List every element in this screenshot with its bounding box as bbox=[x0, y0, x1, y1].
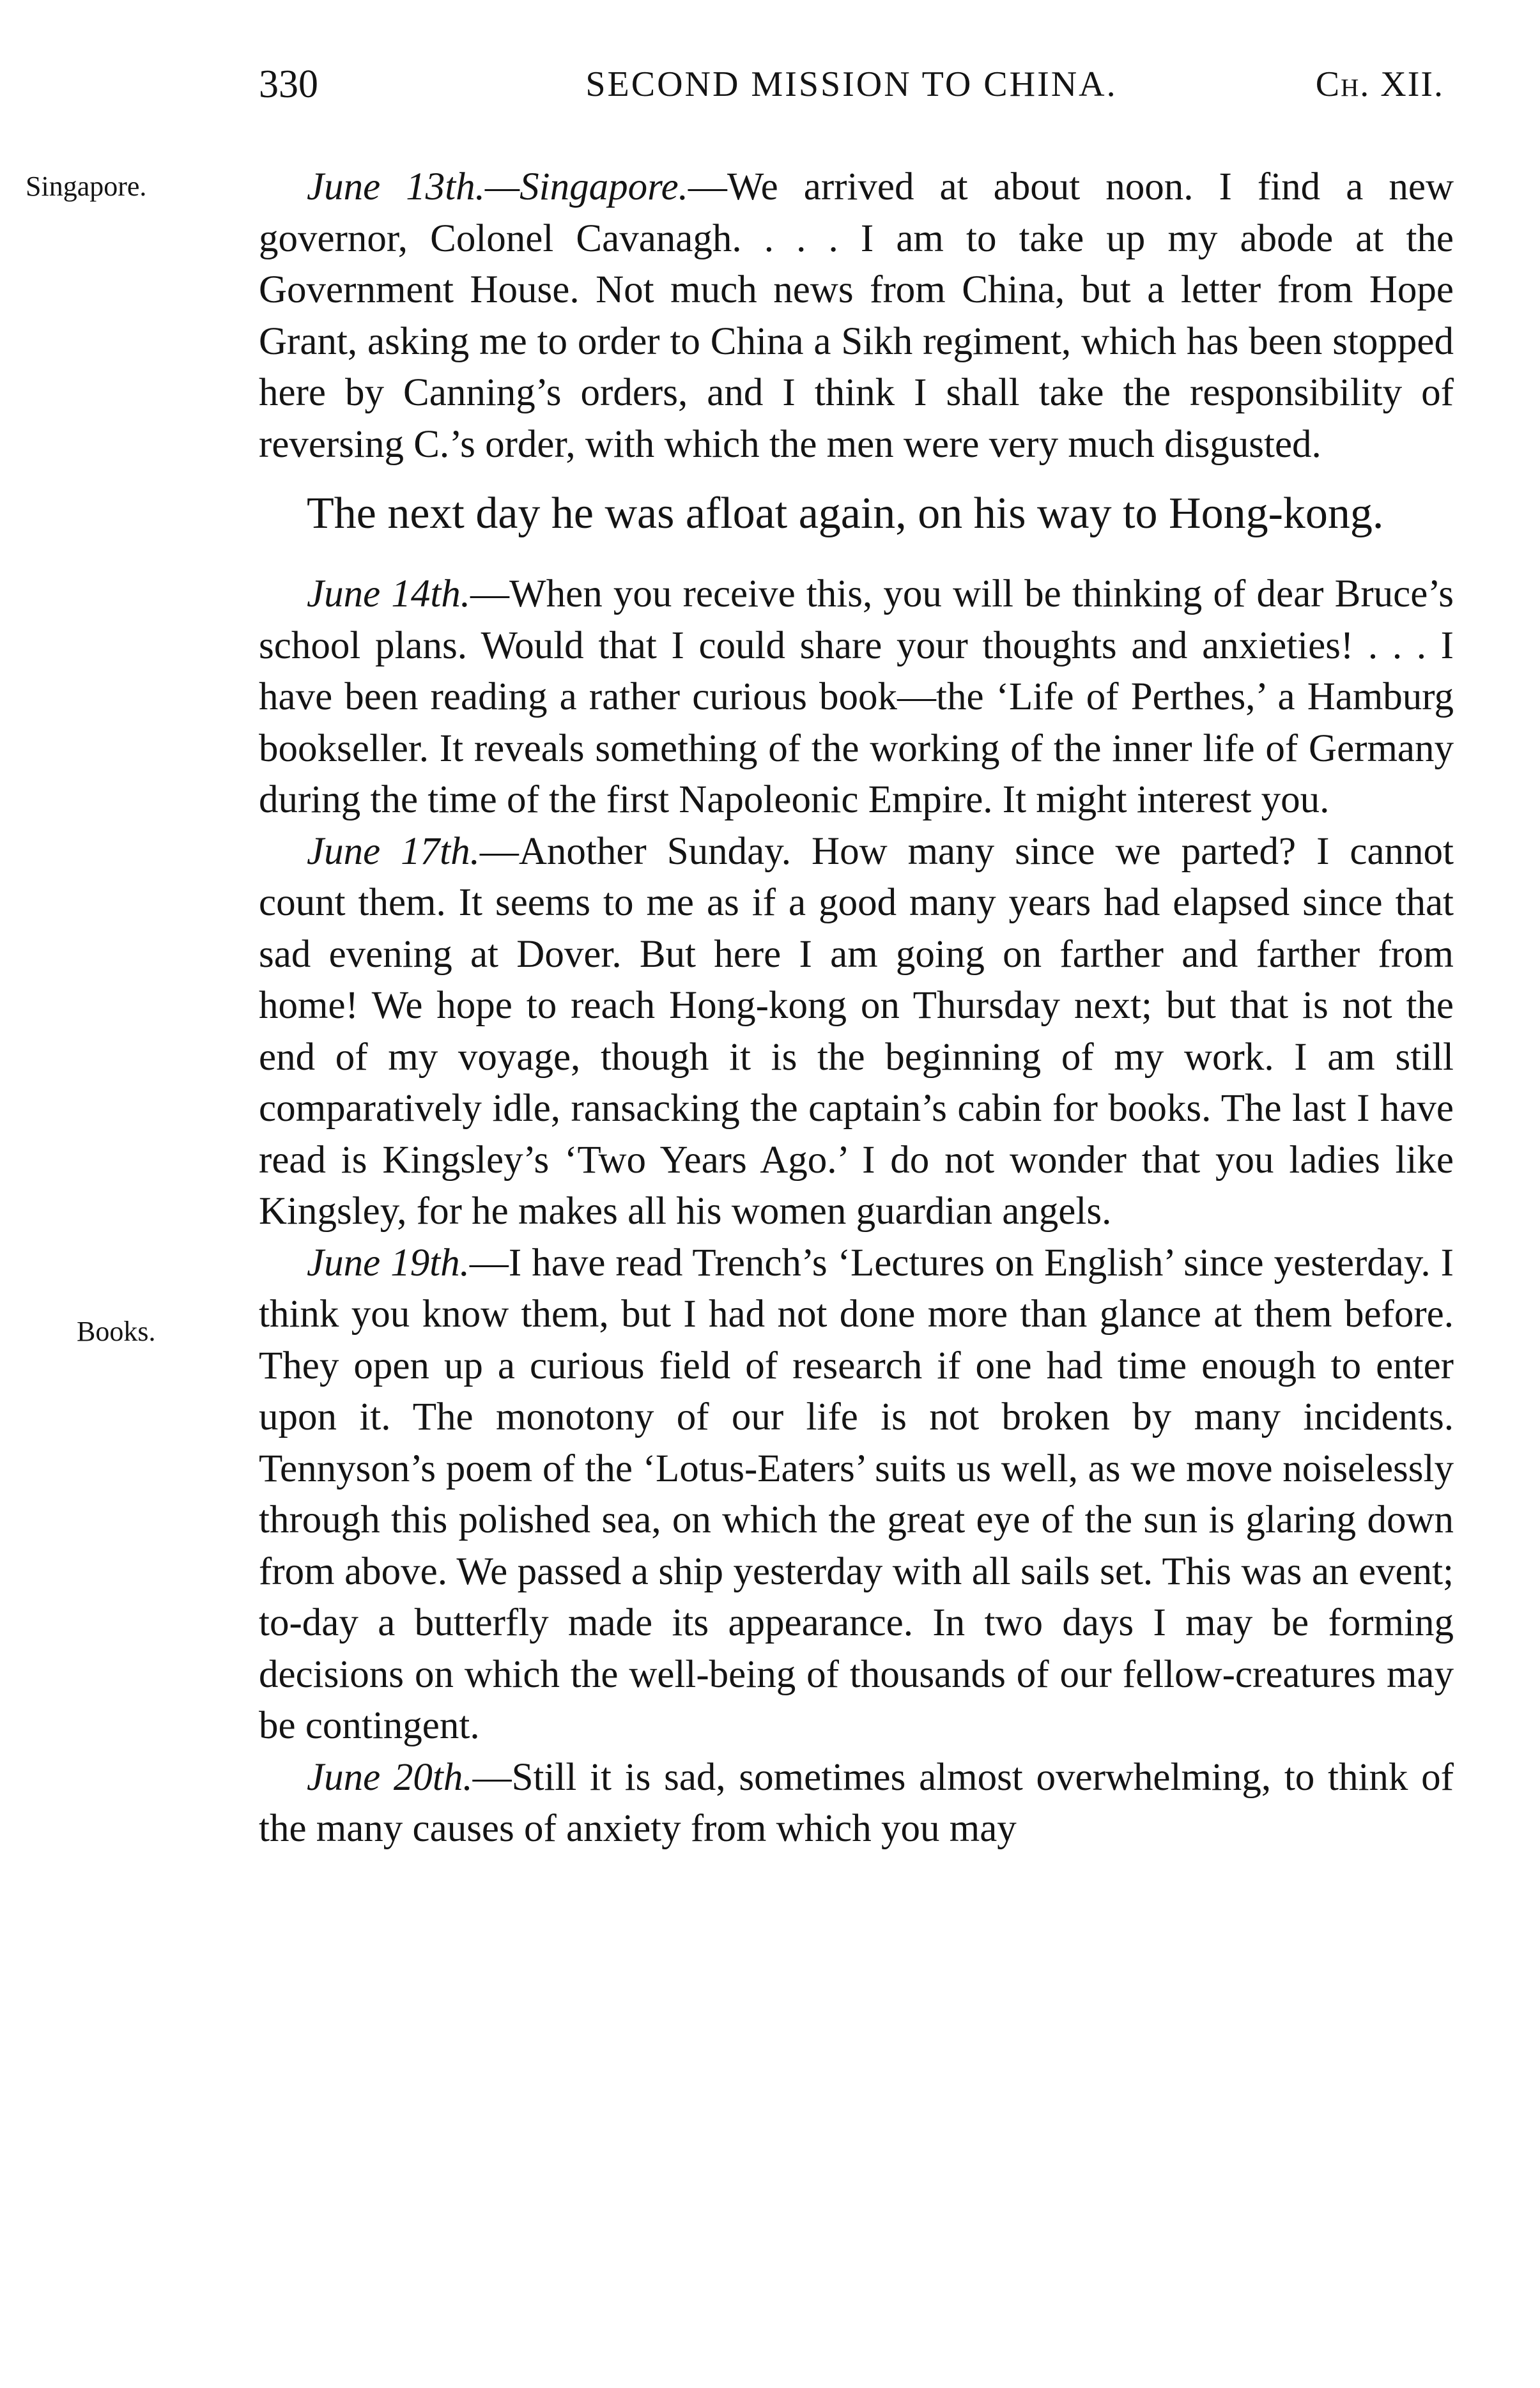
entry-text: —I have read Trench’s ‘Lectures on English’ since yesterday. I think you know them, but I had not done more than glance at them before. They open up a curious field of research if one had time enough to enter upon it. The monotony of our life is not broken by many incidents. Tennyson’s poem of the ‘Lotus-Eaters’ suits us well, as we move noiselessly through this polished sea, on which the great eye of the sun is glaring down from above. We passed a ship yesterday with all sails set. This was an event; to-day a butterfly made its appearance. In two days I may be forming decisions on which the well-being of thousands of our fellow-creatures may be contingent. bbox=[259, 1241, 1454, 1747]
entry-text: —Another Sunday. How many since we parted? I cannot count them. It seems to me as if a good many years had elapsed since that sad evening at Dover. But here I am going on farther and farther from home! We hope to reach Hong-kong on Thursday next; but that is not the end of my voyage, though it is the beginning of my work. I am still comparatively idle, ransacking the captain’s cabin for books. The last I have read is Kingsley’s ‘Two Years Ago.’ I do not wonder that you ladies like Kingsley, for he makes all his women guardian angels. bbox=[259, 829, 1454, 1233]
running-title: SECOND MISSION TO CHINA. bbox=[585, 65, 1118, 104]
entry-date: June 20th. bbox=[307, 1755, 473, 1799]
page-number: 330 bbox=[259, 63, 318, 106]
entry-date: June 17th. bbox=[307, 829, 480, 873]
entry-june-13 bbox=[259, 162, 1454, 470]
chapter-label: Ch. XII. bbox=[1315, 65, 1444, 104]
entry-text: —When you receive this, you will be thinking of dear Bruce’s school plans. Would that I could share your thoughts and anxieties! . . . I have been reading a rather curious book—the ‘Life of Perthes,’ a Hamburg bookseller. It reveals something of the working of the inner life of Germany during the time of the first Napoleonic Empire. It might interest you. bbox=[259, 573, 1454, 821]
body-text bbox=[259, 162, 1454, 1855]
running-header bbox=[259, 59, 1444, 110]
margin-note-books: Books. bbox=[77, 1316, 156, 1347]
entry-june-14 bbox=[259, 569, 1454, 826]
entry-date: June 13th. bbox=[307, 166, 485, 208]
entry-date: June 14th. bbox=[307, 573, 471, 615]
entry-text: —We arrived at about noon. I find a new governor, Colonel Cavanagh. . . . I am to take up my abode at the Government House. Not much news from China, but a letter from Hope Grant, asking me to order to China a Sikh regiment, which has been stopped here by Canning’s orders, and I think I shall take the responsibility of reversing C.’s order, with which the men were very much disgusted. bbox=[259, 166, 1454, 466]
entry-text: —Still it is sad, sometimes almost overwhelming, to think of the many causes of anxiety from which you may bbox=[259, 1755, 1454, 1850]
entry-date: June 19th. bbox=[307, 1241, 470, 1284]
entry-june-19 bbox=[259, 1238, 1454, 1752]
narrative-paragraph: The next day he was afloat again, on his way to Hong-kong. bbox=[307, 489, 1384, 538]
entry-june-17 bbox=[259, 826, 1454, 1238]
entry-june-20 bbox=[259, 1752, 1454, 1855]
entry-place: —Singapore. bbox=[484, 166, 688, 208]
margin-note-singapore: Singapore. bbox=[26, 171, 147, 202]
